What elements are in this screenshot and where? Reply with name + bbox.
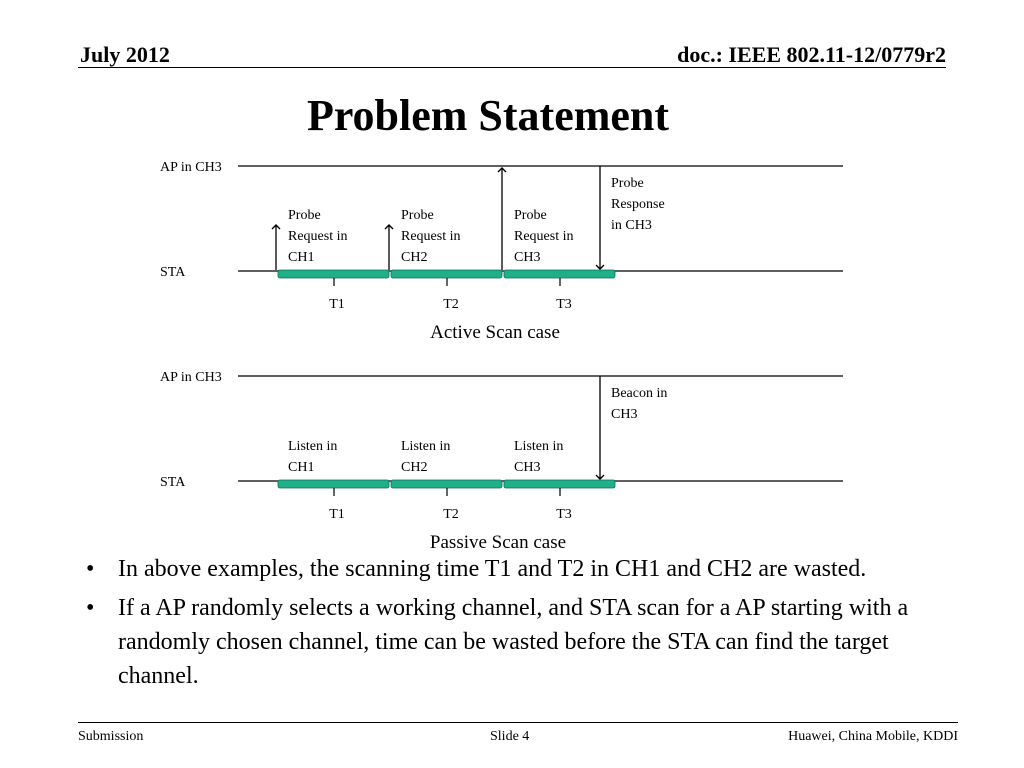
footer-submission: Submission <box>78 729 144 744</box>
active-ap-label: AP in CH3 <box>160 160 222 175</box>
listen-label-ch2: Listen in CH2 <box>401 439 451 475</box>
bullet-text: If a AP randomly selects a working channel, and STA scan for a AP starting with a randomly chosen channel, time can be wasted before the STA can find the target channel. <box>118 595 909 689</box>
passive-tick-label: T3 <box>556 507 572 522</box>
bullet-dot-icon: • <box>86 595 95 621</box>
bullet-text: In above examples, the scanning time T1 and T2 in CH1 and CH2 are wasted. <box>118 556 867 582</box>
footer-slide-number: Slide 4 <box>490 729 530 744</box>
active-sta-label: STA <box>160 265 186 280</box>
bullet-item <box>78 591 928 693</box>
bullet-list <box>78 552 928 698</box>
listen-label-ch1: Listen in CH1 <box>288 439 338 475</box>
active-tick-label: T2 <box>443 297 459 312</box>
probe-request-label-ch2: Probe Request in CH2 <box>401 208 461 265</box>
passive-scan-segment-ch3 <box>504 480 615 488</box>
bullet-item <box>78 552 928 586</box>
passive-scan-segment-ch2 <box>391 480 502 488</box>
passive-sta-label: STA <box>160 475 186 490</box>
active-scan-segment-ch2 <box>391 270 502 278</box>
passive-tick-label: T1 <box>329 507 345 522</box>
passive-tick-label: T2 <box>443 507 459 522</box>
passive-scan-segment-ch1 <box>278 480 389 488</box>
passive-ap-label: AP in CH3 <box>160 370 222 385</box>
slide-title: Problem Statement <box>306 91 670 140</box>
footer-rule <box>78 722 958 723</box>
probe-request-label-ch3: Probe Request in CH3 <box>514 208 574 265</box>
active-tick-label: T1 <box>329 297 345 312</box>
active-scan-segment-ch1 <box>278 270 389 278</box>
active-caption: Active Scan case <box>430 322 560 343</box>
header-doc-id: doc.: IEEE 802.11-12/0779r2 <box>677 42 946 67</box>
bullet-dot-icon: • <box>86 556 95 582</box>
active-tick-label: T3 <box>556 297 572 312</box>
probe-request-label-ch1: Probe Request in CH1 <box>288 208 348 265</box>
listen-label-ch3: Listen in CH3 <box>514 439 564 475</box>
beacon-label: Beacon in CH3 <box>611 386 668 422</box>
passive-caption: Passive Scan case <box>429 532 567 553</box>
probe-response-label: Probe Response in CH3 <box>611 176 665 233</box>
footer-authors: Huawei, China Mobile, KDDI <box>788 729 958 744</box>
active-scan-segment-ch3 <box>504 270 615 278</box>
header-date: July 2012 <box>80 42 170 67</box>
